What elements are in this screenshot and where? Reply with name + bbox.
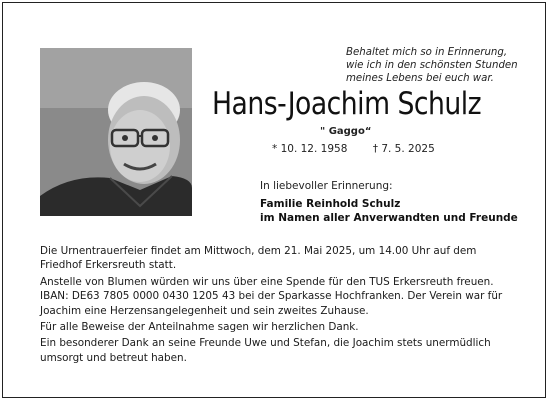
funeral-details: Die Urnentrauerfeier findet am Mittwoch, dem 21. Mai 2025, um 14.00 Uhr auf dem Friedhof Erkersreuth statt.: [40, 245, 477, 272]
donation-request: Anstelle von Blumen würden wir uns über eine Spende für den TUS Erkersreuth freuen. IBAN: DE63 7805 0000 0430 1205 43 bei der Sparkasse Hochfranken. Der Verein war für Joachim eine Herzensangelegenheit und sein zweites Zuhause.: [40, 275, 503, 317]
life-dates: [272, 143, 435, 155]
portrait-photo: [40, 48, 192, 216]
mourner-family: Familie Reinhold Schulz: [260, 198, 401, 210]
death-date: † 7. 5. 2025: [372, 143, 435, 155]
special-thanks: Ein besonderer Dank an seine Freunde Uwe und Stefan, die Joachim stets unermüdlich umsorgt und betreut haben.: [40, 337, 491, 364]
notice-body: [40, 244, 516, 367]
quote-line: Behaltet mich so in Erinnerung,: [346, 47, 508, 58]
mourners-intro: In liebevoller Erinnerung:: [260, 180, 393, 192]
thanks-note: Für alle Beweise der Anteilnahme sagen wir herzlichen Dank.: [40, 321, 359, 334]
mourners-list: [260, 197, 518, 225]
deceased-nickname: " Gaggo“: [320, 126, 372, 137]
birth-date: * 10. 12. 1958: [272, 143, 348, 155]
quote-line: meines Lebens bei euch war.: [346, 73, 494, 84]
deceased-name: Hans-Joachim Schulz: [212, 86, 482, 122]
memorial-quote: [346, 46, 536, 85]
quote-line: wie ich in den schönsten Stunden: [346, 60, 518, 71]
mourner-relatives: im Namen aller Anverwandten und Freunde: [260, 212, 518, 224]
portrait-illustration: [40, 48, 192, 216]
